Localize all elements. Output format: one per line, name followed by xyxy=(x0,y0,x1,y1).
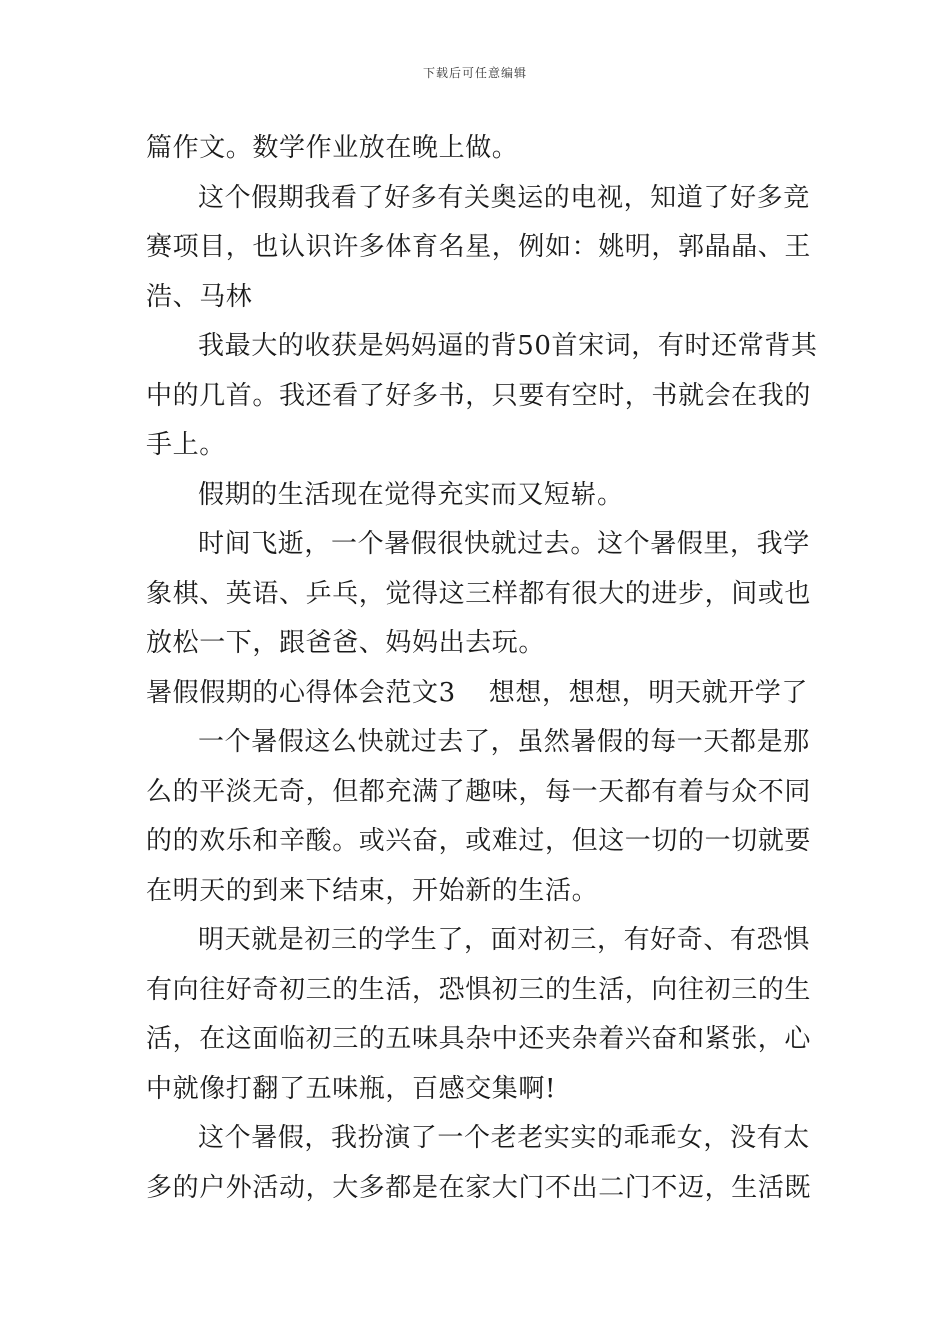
paragraph-line: 一个暑假这么快就过去了，虽然暑假的每一天都是那 xyxy=(198,727,810,757)
paragraph-line: 赛项目，也认识许多体育名星，例如：姚明，郭晶晶、王 xyxy=(146,232,812,262)
paragraph-line: 明天就是初三的学生了，面对初三，有好奇、有恐惧 xyxy=(198,925,810,955)
paragraph-line: 中的几首。我还看了好多书，只要有空时，书就会在我的 xyxy=(146,380,812,411)
paragraph-line: 时间飞逝，一个暑假很快就过去。这个暑假里，我学 xyxy=(198,529,810,559)
paragraph-line: 手上。 xyxy=(146,430,226,460)
paragraph-line: 放松一下，跟爸爸、妈妈出去玩。 xyxy=(146,628,546,658)
paragraph-line: 有向往好奇初三的生活，恐惧初三的生活，向往初三的生 xyxy=(146,974,812,1005)
paragraph-line: 象棋、英语、乒乓，觉得这三样都有很大的进步，间或也 xyxy=(146,578,812,609)
document-body xyxy=(146,124,818,1213)
paragraph-line: 中就像打翻了五味瓶，百感交集啊! xyxy=(146,1073,557,1104)
paragraph-line: 么的平淡无奇，但都充满了趣味，每一天都有着与众不同 xyxy=(146,776,812,807)
paragraph-line: 假期的生活现在觉得充实而又短崭。 xyxy=(198,479,624,510)
page-header: 下载后可任意编辑 xyxy=(422,66,527,80)
paragraph-line: 这个假期我看了好多有关奥运的电视，知道了好多竞 xyxy=(198,182,810,213)
paragraph-line: 我最大的收获是妈妈逼的背50首宋词，有时还常背其 xyxy=(198,331,818,361)
paragraph-line: 浩、马林 xyxy=(146,281,253,312)
paragraph-line: 活，在这面临初三的五味具杂中还夹杂着兴奋和紧张，心 xyxy=(146,1024,812,1054)
section-title-line xyxy=(146,669,808,719)
paragraph-line: 的的欢乐和辛酸。或兴奋，或难过，但这一切的一切就要 xyxy=(146,826,812,856)
paragraph-line: 篇作文。数学作业放在晚上做。 xyxy=(146,133,519,163)
paragraph-line: 这个暑假，我扮演了一个老老实实的乖乖女，没有太 xyxy=(198,1123,810,1153)
paragraph-line: 多的户外活动，大多都是在家大门不出二门不迈，生活既 xyxy=(146,1172,812,1203)
section-title: 暑假假期的心得体会范文3 xyxy=(146,677,456,708)
paragraph-line: 在明天的到来下结束，开始新的生活。 xyxy=(146,875,599,906)
section-first-line: 想想，想想，明天就开学了 xyxy=(488,677,808,708)
